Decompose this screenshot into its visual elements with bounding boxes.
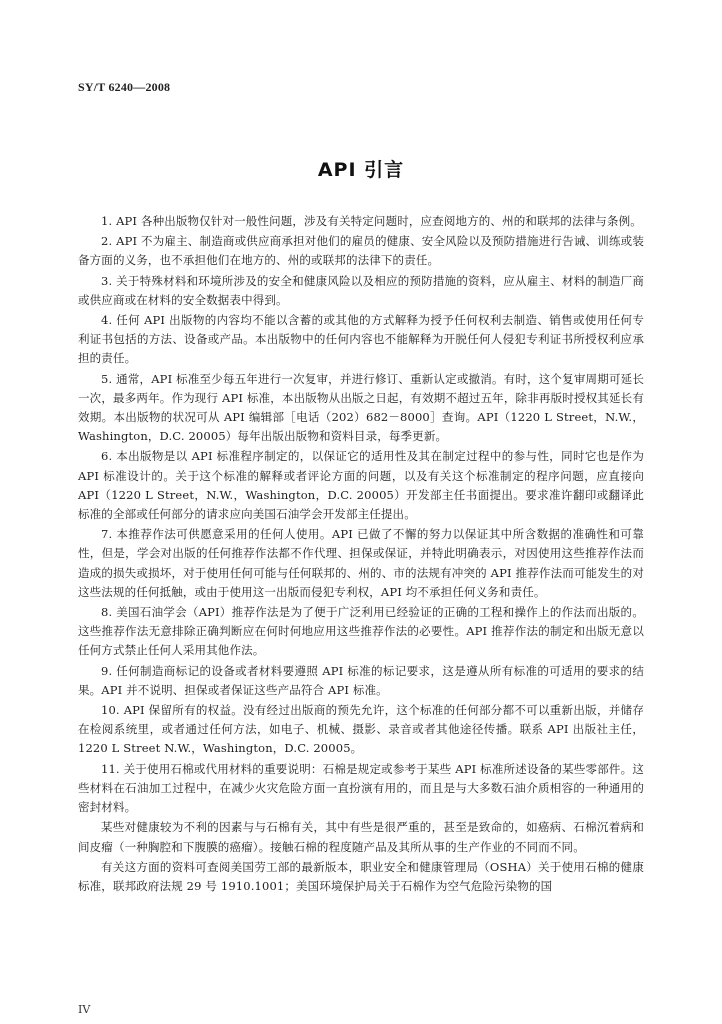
document-code: SY/T 6240—2008 — [78, 80, 171, 94]
page-title: API 引言 — [317, 159, 405, 181]
paragraph-4: 4. 任何 API 出版物的内容均不能以含蓄的或其他的方式解释为授予任何权利去制造、销售或使用任何专利证书包括的方法、设备或产品。本出版物中的任何内容也不能解释为开脱任何人侵犯专利证书所授权利应承担的责任。 — [78, 313, 644, 366]
paragraph-1: 1. API 各种出版物仅针对一般性问题，涉及有关特定问题时，应查阅地方的、州的和联邦的法律与条例。 — [101, 214, 642, 228]
paragraph-13: 有关这方面的资料可查阅美国劳工部的最新版本，职业安全和健康管理局（OSHA）关于使用石棉的健康标准，联邦政府法规 29 号 1910.1001；美国环境保护局关于石棉作为空气危险污染物的国 — [78, 859, 644, 893]
paragraph-2: 2. API 不为雇主、制造商或供应商承担对他们的雇员的健康、安全风险以及预防措施进行告诫、训练或装备方面的义务，也不承担他们在地方的、州的或联邦的法律下的责任。 — [78, 234, 644, 268]
body-text — [78, 212, 644, 897]
paragraph-7: 7. 本推荐作法可供愿意采用的任何人使用。API 已做了不懈的努力以保证其中所含数据的准确性和可靠性，但是，学会对出版的任何推荐作法都不作代理、担保或保证，并特此明确表示，对因使用这些推荐作法而造成的损失或损坏，对于使用任何可能与任何联邦的、州的、市的法规有冲突的 API 推荐作法而可能发生的对这些法规的任何抵触，或由于使用这一出版而侵犯专利权，API 均不承担任何义务和责任。 — [78, 527, 644, 599]
paragraph-10: 10. API 保留所有的权益。没有经过出版商的预先允许，这个标准的任何部分都不可以重新出版，并储存在检阅系统里，或者通过任何方法，如电子、机械、摄影、录音或者其他途径传播。联系 API 出版社主任，1220 L Street N.W.，Washington，D.C. 20005。 — [78, 703, 644, 756]
paragraph-3: 3. 关于特殊材料和环境所涉及的安全和健康风险以及相应的预防措施的资料，应从雇主、材料的制造厂商或供应商或在材料的安全数据表中得到。 — [78, 273, 644, 307]
page-number: IV — [78, 1003, 91, 1016]
paragraph-9: 9. 任何制造商标记的设备或者材料要遵照 API 标准的标记要求，这是遵从所有标准的可适用的要求的结果。API 并不说明、担保或者保证这些产品符合 API 标准。 — [78, 663, 644, 697]
paragraph-8: 8. 美国石油学会（API）推荐作法是为了便于广泛利用已经验证的正确的工程和操作上的作法而出版的。这些推荐作法无意排除正确判断应在何时何地应用这些推荐作法的必要性。API 推荐作法的制定和出版无意以任何方式禁止任何人采用其他作法。 — [78, 605, 644, 658]
paragraph-11: 11. 关于使用石棉或代用材料的重要说明：石棉是规定或参考于某些 API 标准所述设备的某些零部件。这些材料在石油加工过程中，在减少火灾危险方面一直扮演有用的，而且是与大多数石油介质相容的一种通用的密封材料。 — [78, 761, 644, 815]
paragraph-12: 某些对健康较为不利的因素与与石棉有关，其中有些是很严重的，甚至是致命的，如癌病、石棉沉着病和间皮瘤（一种胸腔和下腹膜的癌瘤）。接触石棉的程度随产品及其所从事的生产作业的不同而不同。 — [78, 820, 644, 854]
paragraph-5: 5. 通常，API 标准至少每五年进行一次复审，并进行修订、重新认定或撤消。有时，这个复审周期可延长一次，最多两年。作为现行 API 标准，本出版物从出版之日起，有效期不超过五年，除非再版时授权其延长有效期。本出版物的状况可从 API 编辑部［电话（202）682－8000］查询。API（1220 L Street，N.W.，Washington，D.C. 20005）每年出版出版物和资料目录，每季更新。 — [78, 371, 644, 444]
paragraph-6: 6. 本出版物是以 API 标准程序制定的，以保证它的适用性及其在制定过程中的参与性，同时它也是作为 API 标准设计的。关于这个标准的解释或者评论方面的问题，以及有关这个标准制定的程序问题，应直接向 API（1220 L Street，N.W.，Washington，D.C. 20005）开发部主任书面提出。要求准许翻印或翻译此标准的全部或任何部分的请求应向美国石油学会开发部主任提出。 — [78, 449, 644, 522]
